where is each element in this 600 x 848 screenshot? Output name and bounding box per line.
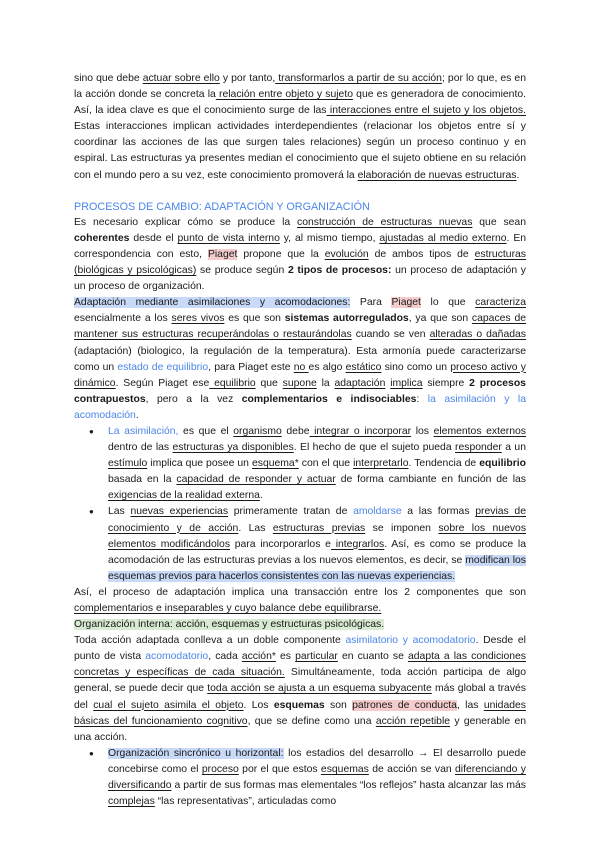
list-item: ● Organización sincrónico u horizontal: los estadios del desarrollo → El desarrollo puede concebirse como el proceso por el que estos esquemas de acción se van diferenciando y diversificando a partir de sus formas mas elementales “los reflejos” hasta alcanzar las más complejas “las representativas”, articuladas como: [108, 746, 526, 810]
paragraph-procesos: Es necesario explicar cómo se produce la construcción de estructuras nuevas que sean coherentes desde el punto de vista interno y, al mismo tiempo, ajustadas al medio externo. En correspondencia con esto, Piaget propone que la evolución de ambos tipos de estructuras (biológicas y psicológicas) se produce según 2 tipos de procesos: un proceso de adaptación y un proceso de organización.: [74, 216, 527, 293]
list-item: ● Las nuevas experiencias primeramente tratan de amoldarse a las formas previas de conocimiento y de acción. Las estructuras previas se imponen sobre los nuevos elementos modificándolos para incorporarlos e integrarlos. Así, es como se produce la acomodación de las estructuras previas a los nuevos elementos, es decir, se modifican los esquemas previos para hacerlos consistentes con las nuevas experiencias.: [108, 504, 526, 584]
document-body: [74, 71, 526, 810]
paragraph-intro: sino que debe actuar sobre ello y por tanto, transformarlos a partir de su acción; por lo que, es en la acción donde se concreta la relación entre objeto y sujeto que es generadora de conocimiento. Así, la idea clave es que el conocimiento surge de las interacciones entre el sujeto y los objetos. Estas interacciones implican actividades interdependientes (relacionar los objetos entre sí y coordinar las acciones de las que surgen tales relaciones) según un proceso continuo y en espiral. Las estructuras ya presentes median el conocimiento que el sujeto obtiene en su relación con el mundo pero a su vez, este conocimiento promoverá la elaboración de nuevas estructuras.: [74, 73, 526, 181]
paragraph-transaccion: Así, el proceso de adaptación implica una transacción entre los 2 componentes que son complementarios e inseparables y cuyo balance debe equilibrarse. Organización interna: acción, esquemas y estructuras psicológicas.: [74, 586, 526, 631]
section-title: PROCESOS DE CAMBIO: ADAPTACIÓN Y ORGANIZACIÓN: [74, 200, 370, 213]
subheading-adaptacion: Adaptación mediante asimilaciones y acomodaciones:: [74, 297, 351, 309]
paragraph-organizacion: Toda acción adaptada conlleva a un doble componente asimilatorio y acomodatorio. Desde el punto de vista acomodatorio, cada acción* es particular en cuanto se adapta a las condiciones concretas y específicas de cada situación. Simultáneamente, toda acción participa de algo general, se puede decir que toda acción se ajusta a un esquema subyacente más global a través del cual el sujeto asimila el objeto. Los esquemas son patrones de conducta, las unidades básicas del funcionamiento cognitivo, que se define como una acción repetible y generable en una acción.: [74, 635, 527, 743]
subheading-organizacion: Organización interna: acción, esquemas y estructuras psicológicas.: [74, 619, 385, 631]
bullet-list-organizacion: [74, 746, 526, 810]
list-item: ● La asimilación, es que el organismo debe integrar o incorporar los elementos externos dentro de las estructuras ya disponibles. El hecho de que el sujeto pueda responder a un estímulo implica que posee un esquema* con el que interpretarlo. Tendencia de equilibrio basada en la capacidad de responder y actuar de forma cambiante en función de las exigencias de la realidad externa.: [108, 424, 526, 504]
paragraph-adaptacion: Adaptación mediante asimilaciones y acomodaciones: Para Piaget lo que caracteriza esencialmente a los seres vivos es que son sistemas autorregulados, ya que son capaces de mantener sus estructuras recuperándolas o restaurándolas cuando se ven alteradas o dañadas (adaptación) (biologico, la regulación de la temperatura). Esta armonía puede caracterizarse como un estado de equilibrio, para Piaget este no es algo estático sino como un proceso activo y dinámico. Según Piaget ese equilibrio que supone la adaptación implica siempre 2 procesos contrapuestos, pero a la vez complementarios e indisociables: la asimilación y la acomodación.: [74, 297, 526, 421]
bullet-list-adaptacion: [74, 424, 526, 585]
